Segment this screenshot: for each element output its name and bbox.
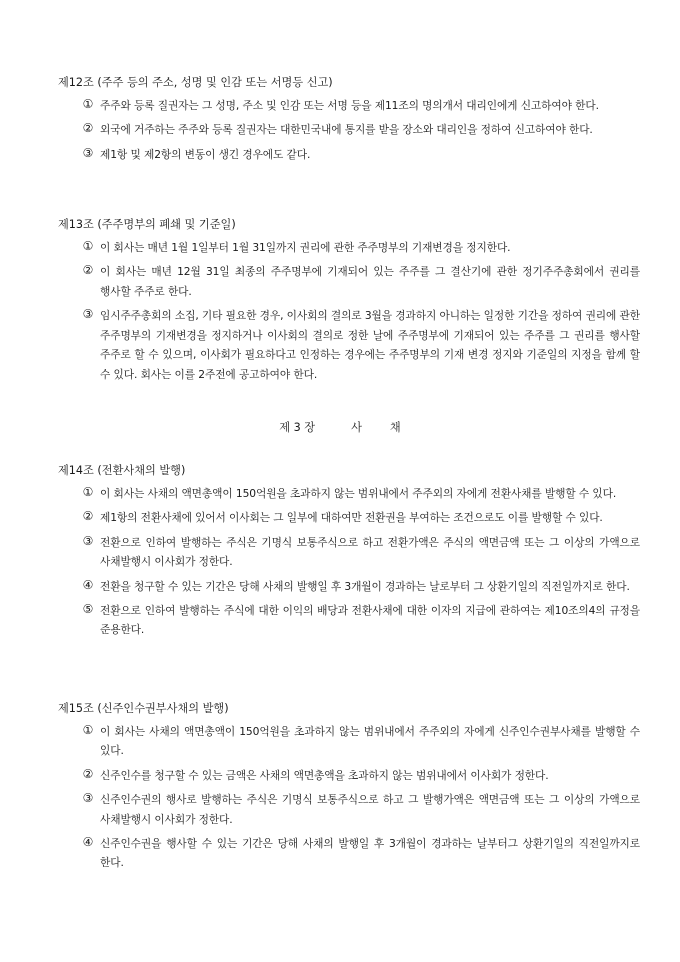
chapter-number: 제 3 장 [279,421,316,434]
item-text: 이 회사는 사채의 액면총액이 150억원을 초과하지 않는 범위내에서 주주외의 자에게 전환사채를 발행할 수 있다. [100,487,617,500]
article-item [58,766,648,785]
item-number: ① [82,239,94,253]
item-number: ① [82,723,94,737]
article-item [58,96,648,115]
item-text: 전환을 청구할 수 있는 기간은 당해 사채의 발행일 후 3개월이 경과하는 날로부터 그 상환기일의 직전일까지로 한다. [100,579,630,593]
article-12 [58,75,648,164]
article-item [58,601,648,640]
article-15 [58,701,648,873]
item-number: ① [82,97,94,111]
item-text: 신주인수를 청구할 수 있는 금액은 사채의 액면총액을 초과하지 않는 범위내에서 이사회가 정한다. [100,768,549,782]
chapter-title-char: 사 [351,421,362,434]
article-heading: 제12조 (주주 등의 주소, 성명 및 인감 또는 서명등 신고) [58,76,333,89]
article-item [58,577,648,596]
item-number: ④ [82,577,94,592]
item-number: ① [82,485,94,499]
article-item [58,306,648,384]
item-number: ② [82,766,94,781]
article-item [58,238,648,257]
item-text: 전환으로 인하여 발행하는 주식은 기명식 보통주식으로 하고 전환가액은 주식의 액면금액 또는 그 이상의 가액으로 사채발행시 이사회가 정한다. [100,535,640,569]
article-item [58,120,648,139]
article-item [58,834,648,873]
item-text: 외국에 거주하는 주주와 등록 질권자는 대한민국내에 통지를 받을 장소와 대리인을 정하여 신고하여야 한다. [100,123,593,137]
article-item [58,145,648,164]
article-item [58,722,648,761]
item-number: ② [82,509,94,524]
article-item [58,508,648,527]
article-heading: 제15조 (신주인수권부사채의 발행) [58,702,229,715]
article-13 [58,217,648,385]
article-item [58,533,648,572]
item-text: 신주인수권의 행사로 발행하는 주식은 기명식 보통주식으로 하고 그 발행가액은 액면금액 또는 그 이상의 가액으로 사채발행시 이사회가 정한다. [100,793,640,826]
article-item [58,790,648,829]
item-number: ② [82,263,94,278]
item-number: ③ [82,533,94,548]
item-number: ④ [82,835,94,850]
item-number: ② [82,121,94,136]
item-text: 전환으로 인하여 발행하는 주식에 대한 이익의 배당과 전환사채에 대한 이자의 지급에 관하여는 제10조의4의 규정을 준용한다. [100,604,640,637]
article-14 [58,463,648,640]
chapter-title-char: 채 [389,421,401,434]
item-text: 제1항 및 제2항의 변동이 생긴 경우에도 같다. [100,147,311,161]
item-text: 임시주주총회의 소집, 기타 필요한 경우, 이사회의 결의로 3월을 경과하지 아니하는 일정한 기간을 정하여 권리에 관한 주주명부의 기재변경을 정지하거나 이사회의 결의로 정한 날에 주주명부에 기재되어 있는 주주를 그 권리를 행사할 주주로 할 수 있으며, 이사회가 필요하다고 인정하는 경우에는 주주명부의 기재 변경 정지와 기준일의 지정을 함께 할 수 있다. 회사는 이를 2주전에 공고하여야 한다. [100,309,640,381]
article-item [58,262,648,301]
item-number: ③ [82,307,94,322]
article-heading: 제14조 (전환사채의 발행) [58,464,186,477]
article-item [58,484,648,503]
item-text: 이 회사는 매년 1월 1일부터 1월 31일까지 권리에 관한 주주명부의 기재변경을 정지한다. [100,241,511,254]
article-heading: 제13조 (주주명부의 폐쇄 및 기준일) [58,218,236,231]
item-number: ③ [82,145,94,160]
item-text: 주주와 등록 질권자는 그 성명, 주소 및 인감 또는 서명 등을 제11조의 명의개서 대리인에게 신고하여야 한다. [100,99,599,112]
item-text: 신주인수권을 행사할 수 있는 기간은 당해 사채의 발행일 후 3개월이 경과하는 날부터그 상환기일의 직전일까지로 한다. [100,837,640,870]
item-number: ⑤ [82,602,94,617]
item-text: 이 회사는 사채의 액면총액이 150억원을 초과하지 않는 범위내에서 주주외의 자에게 신주인수권부사채를 발행할 수 있다. [100,725,640,758]
chapter-heading [0,420,680,436]
item-number: ③ [82,791,94,806]
item-text: 이 회사는 매년 12월 31일 최종의 주주명부에 기재되어 있는 주주를 그 결산기에 관한 정기주주총회에서 권리를 행사할 주주로 한다. [100,265,640,298]
item-text: 제1항의 전환사채에 있어서 이사회는 그 일부에 대하여만 전환권을 부여하는 조건으로도 이를 발행할 수 있다. [100,511,603,525]
